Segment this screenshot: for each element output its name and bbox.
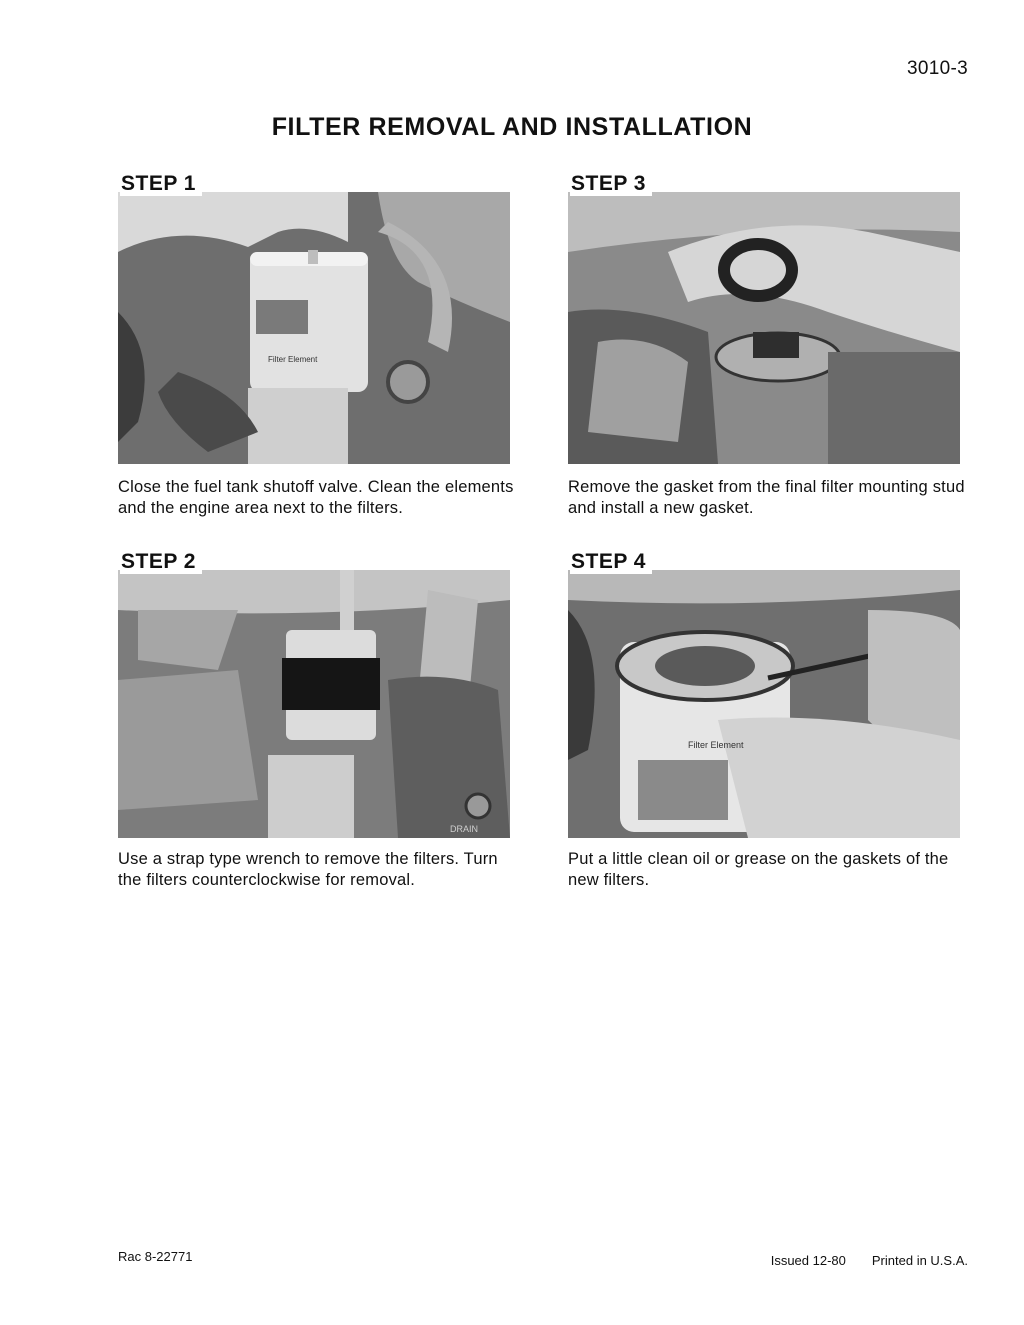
- step-2-photo: [118, 570, 510, 838]
- step-2-caption: Use a strap type wrench to remove the filters. Turn the filters counterclockwise for removal.: [118, 850, 498, 889]
- step-2-photo-text: DRAIN: [450, 824, 479, 834]
- page-number: 3010-3: [907, 58, 968, 79]
- step-4-label: STEP 4: [570, 550, 652, 574]
- step-1-photo: [118, 192, 510, 464]
- document-number: Rac 8-22771: [118, 1249, 193, 1264]
- step-4-caption: Put a little clean oil or grease on the gaskets of the new filters.: [568, 850, 949, 889]
- footer-info: [771, 1253, 968, 1268]
- step-1-label: STEP 1: [120, 172, 202, 196]
- step-1-caption: Close the fuel tank shutoff valve. Clean the elements and the engine area next to the filters.: [118, 478, 514, 517]
- step-4-photo-text: Filter Element: [688, 740, 744, 750]
- printed-location: Printed in U.S.A.: [871, 1253, 968, 1268]
- page-title: FILTER REMOVAL AND INSTALLATION: [271, 113, 753, 141]
- step-1-photo-text: Filter Element: [268, 355, 318, 364]
- issued-date: Issued 12-80: [770, 1253, 846, 1268]
- step-3-caption: Remove the gasket from the final filter mounting stud and install a new gasket.: [568, 478, 965, 517]
- step-3-photo: [568, 192, 960, 464]
- step-2-label: STEP 2: [120, 550, 202, 574]
- step-4-photo: [568, 570, 960, 838]
- step-3-label: STEP 3: [570, 172, 652, 196]
